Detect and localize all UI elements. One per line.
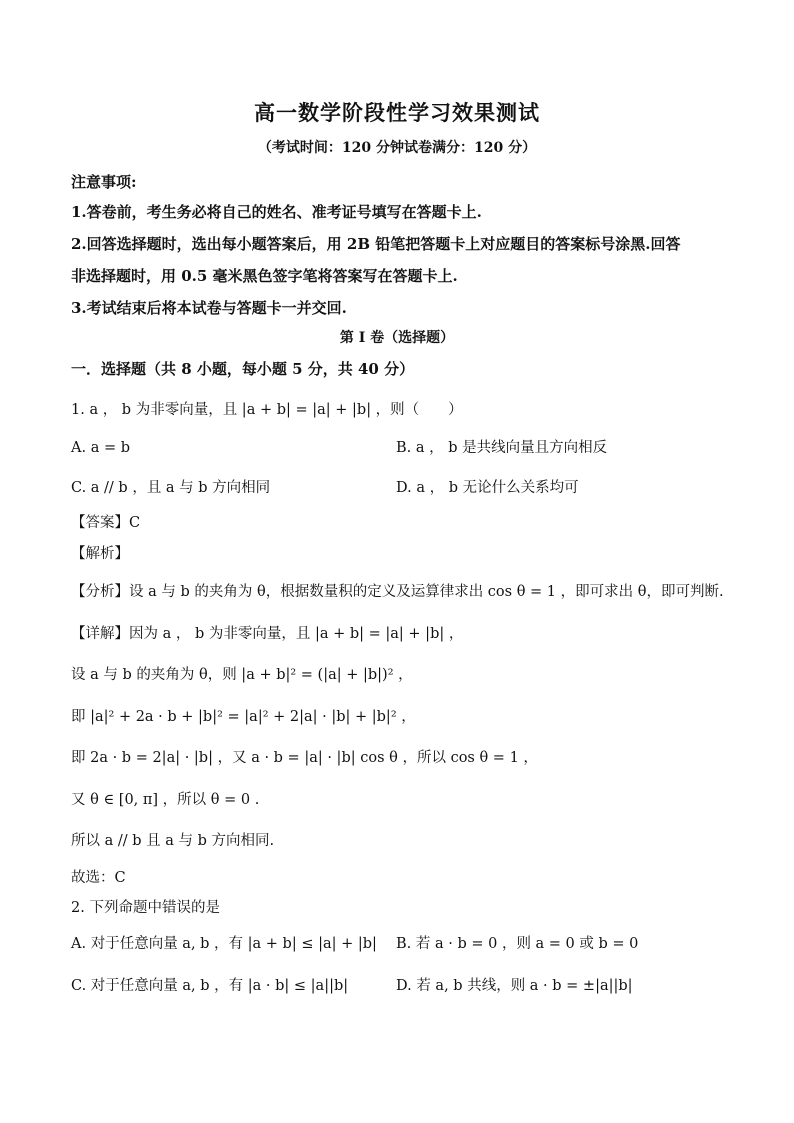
note-2-line-2: 非选择题时，用 0.5 毫米黑色签字笔将答案写在答题卡上.	[71, 267, 458, 285]
q1-fenxi: 【分析】设 a 与 b 的夹角为 θ，根据数量积的定义及运算律求出 cos θ = 1 ，即可求出 θ，即可判断.	[71, 584, 724, 600]
q1-option-a: A. a = b	[71, 440, 130, 456]
q1-option-d: D. a ， b 无论什么关系均可	[396, 480, 579, 496]
q1-detail-3: 即 |a|² + 2a · b + |b|² = |a|² + 2|a| · |b| + |b|² ，	[71, 709, 416, 725]
q1-analysis-tag: 【解析】	[71, 546, 129, 562]
q2-option-b: B. 若 a · b = 0 ，则 a = 0 或 b = 0	[396, 936, 639, 952]
q1-option-b: B. a ， b 是共线向量且方向相反	[396, 440, 608, 456]
note-1: 1.答卷前，考生务必将自己的姓名、准考证号填写在答题卡上.	[71, 203, 482, 221]
q2-option-c: C. 对于任意向量 a, b ，有 |a · b| ≤ |a||b|	[71, 978, 349, 994]
q1-detail-6: 所以 a // b 且 a 与 b 方向相同.	[71, 833, 275, 849]
q1-detail-1: 【详解】因为 a ， b 为非零向量，且 |a + b| = |a| + |b| ，	[71, 626, 464, 642]
q1-detail-5: 又 θ ∈ [0, π] ，所以 θ = 0 .	[71, 792, 260, 808]
note-2-line-1: 2.回答选择题时，选出每小题答案后，用 2B 铅笔把答题卡上对应题目的答案标号涂黑.回答	[71, 235, 681, 253]
q2-option-a: A. 对于任意向量 a, b ，有 |a + b| ≤ |a| + |b|	[71, 936, 377, 952]
q2-option-d: D. 若 a, b 共线，则 a · b = ±|a||b|	[396, 978, 633, 994]
notes-heading: 注意事项:	[71, 173, 137, 191]
q1-detail-2: 设 a 与 b 的夹角为 θ，则 |a + b|² = (|a| + |b|)² ，	[71, 667, 413, 683]
q1-option-c: C. a // b ，且 a 与 b 方向相同	[71, 480, 271, 496]
q1-choice: 故选：C	[71, 870, 126, 886]
q1-detail-4: 即 2a · b = 2|a| · |b| ，又 a · b = |a| · |b| cos θ ，所以 cos θ = 1 ，	[71, 750, 538, 766]
note-3: 3.考试结束后将本试卷与答题卡一并交回.	[71, 299, 347, 317]
q2-stem: 2. 下列命题中错误的是	[71, 900, 220, 916]
q1-stem: 1. a ， b 为非零向量，且 |a + b| = |a| + |b| ，则（ ）	[71, 402, 463, 418]
part-heading: 一．选择题（共 8 小题，每小题 5 分，共 40 分）	[71, 360, 415, 378]
exam-time-info: （考试时间：120 分钟试卷满分：120 分）	[257, 140, 537, 156]
page-title: 高一数学阶段性学习效果测试	[254, 100, 540, 125]
q1-answer: 【答案】C	[71, 515, 141, 531]
volume-heading: 第 I 卷（选择题）	[339, 330, 455, 346]
